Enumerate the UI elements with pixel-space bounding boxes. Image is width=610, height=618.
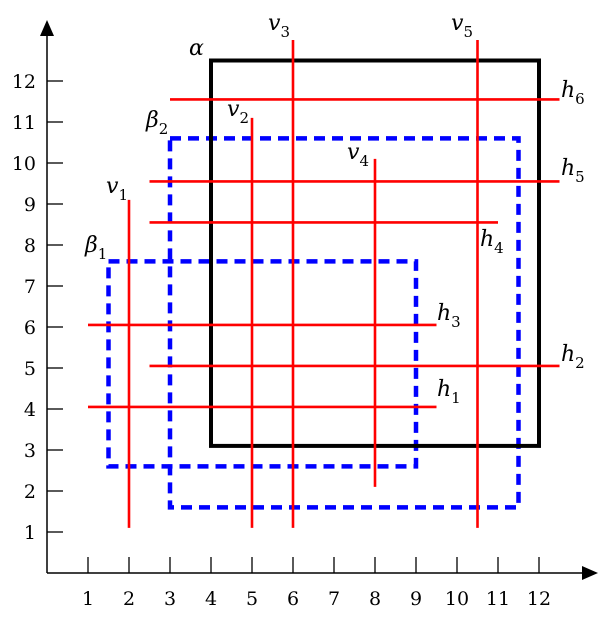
y-tick-label: 7 <box>23 276 36 298</box>
label-h1: $h_1$ <box>437 377 461 407</box>
x-tick-label: 4 <box>204 588 218 610</box>
y-tick-label: 12 <box>11 71 36 93</box>
x-tick-label: 10 <box>444 588 470 610</box>
y-tick-label: 6 <box>23 317 36 339</box>
x-tick-label: 1 <box>81 588 95 610</box>
y-tick-label: 2 <box>23 481 36 503</box>
y-tick-label: 9 <box>23 194 36 216</box>
x-tick-label: 9 <box>409 588 423 610</box>
rectangle-beta2 <box>170 138 519 507</box>
y-tick-label: 1 <box>23 522 36 544</box>
label-v5: $v_5$ <box>451 11 473 41</box>
x-axis-arrow-icon <box>582 566 598 580</box>
label-beta1: $\beta_1$ <box>85 233 108 263</box>
y-axis-arrow-icon <box>40 20 54 36</box>
label-h4: $h_4$ <box>480 227 504 257</box>
x-tick-label: 12 <box>526 588 552 610</box>
label-v3: $v_3$ <box>268 11 290 41</box>
label-alpha: α <box>189 36 204 61</box>
y-tick-label: 4 <box>23 399 36 421</box>
label-h6: $h_6$ <box>561 78 585 108</box>
x-tick-label: 11 <box>485 588 511 610</box>
x-tick-label: 8 <box>368 588 382 610</box>
y-tick-label: 3 <box>23 440 36 462</box>
y-tick-label: 10 <box>11 153 36 175</box>
x-tick-label: 5 <box>245 588 259 610</box>
label-v2: $v_2$ <box>227 97 249 127</box>
y-axis-ticks <box>12 71 63 544</box>
x-tick-label: 3 <box>163 588 177 610</box>
label-h5: $h_5$ <box>561 156 585 186</box>
label-h3: $h_3$ <box>437 301 461 331</box>
label-h2: $h_2$ <box>561 342 585 372</box>
label-v1: $v_1$ <box>106 174 128 204</box>
x-tick-label: 2 <box>122 588 136 610</box>
y-tick-label: 5 <box>23 358 36 380</box>
rectangle-beta1 <box>109 261 417 466</box>
x-axis-ticks <box>82 557 551 610</box>
label-v4: $v_4$ <box>347 140 369 170</box>
label-beta2: $\beta_2$ <box>146 108 169 138</box>
y-tick-label: 11 <box>11 112 36 134</box>
y-tick-label: 8 <box>23 235 36 257</box>
x-tick-label: 6 <box>286 588 300 610</box>
x-tick-label: 7 <box>327 588 341 610</box>
